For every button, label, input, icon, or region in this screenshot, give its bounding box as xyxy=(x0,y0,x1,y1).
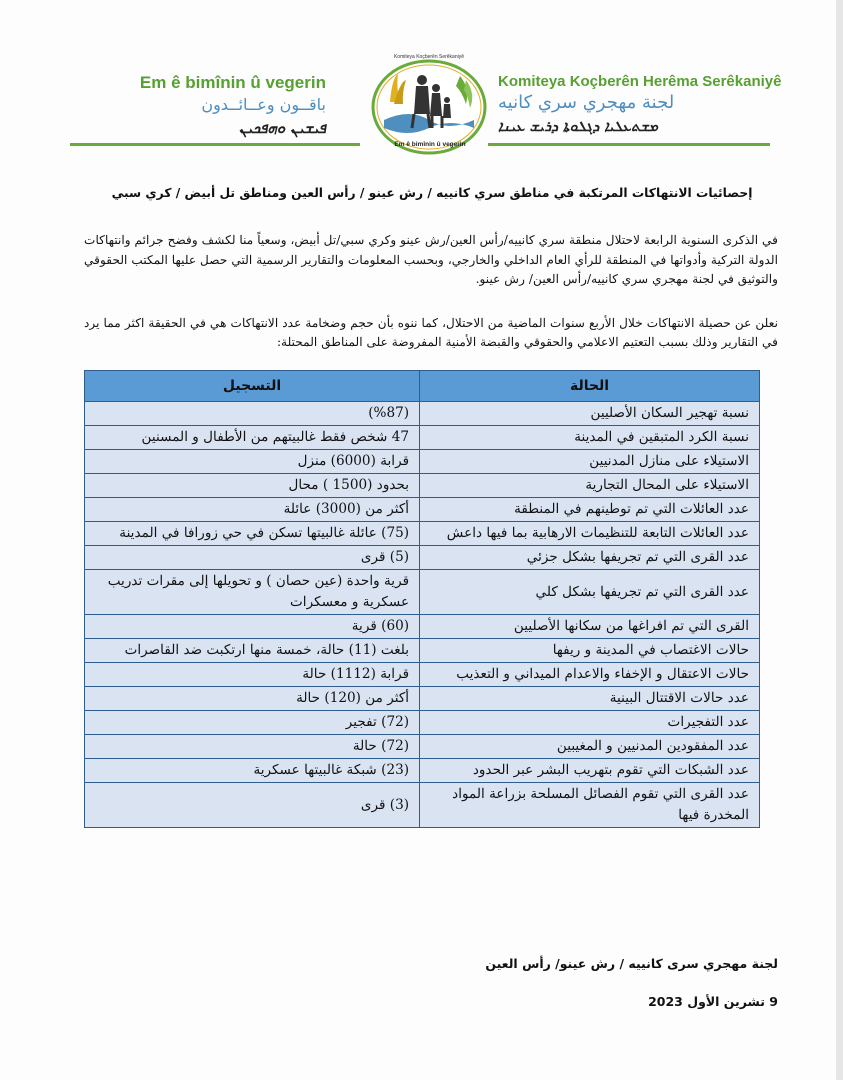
case-cell: عدد حالات الاقتتال البينية xyxy=(420,687,760,711)
intro-paragraph: في الذكرى السنوية الرابعة لاحتلال منطقة سري كانييه/رأس العين/رش عينو وكري سبي/تل أبيض، وسعياً منا لكشف وفضح جرائم وانتهاكات الدولة التركية وأدواتها في المنطقة للرأي العام الداخلي والخارجي، وبحسب المعلومات والتقارير الرسمية التي حصل عليها المكتب الحقوقي والتوثيق في لجنة مهجري سري كانييه/رأس العين/ رش عينو. xyxy=(84,233,778,286)
record-cell: (23) شبكة غالبيتها عسكرية xyxy=(85,759,420,783)
record-cell: (3) قرى xyxy=(85,783,420,828)
record-cell: قرية واحدة (عين حصان ) و تحويلها إلى مقرات تدريب عسكرية و معسكرات xyxy=(85,570,420,615)
table-row xyxy=(85,735,760,759)
table-row xyxy=(85,426,760,450)
record-cell: بلغت (11) حالة، خمسة منها ارتكبت ضد القاصرات xyxy=(85,639,420,663)
record-cell: قرابة (1112) حالة xyxy=(85,663,420,687)
table-row xyxy=(85,639,760,663)
table-row xyxy=(85,450,760,474)
case-cell: عدد المفقودين المدنيين و المغيبين xyxy=(420,735,760,759)
case-cell: عدد القرى التي تقوم الفصائل المسلحة بزراعة المواد المخدرة فيها xyxy=(420,783,760,828)
page-edge-shadow xyxy=(836,0,843,1080)
header-left-syriac: ܦܝܫܝܢ ܘܗܦܟܝܢ xyxy=(238,119,326,137)
column-header-case: الحالة xyxy=(420,371,760,402)
header-divider-right xyxy=(488,143,770,146)
table-row xyxy=(85,687,760,711)
record-cell: (%87) xyxy=(85,402,420,426)
table-row xyxy=(85,498,760,522)
logo-bottom-text: Em ê bimînin û vegerin xyxy=(394,141,466,148)
record-cell: بحدود (1500 ) محال xyxy=(85,474,420,498)
case-cell: عدد العائلات التي تم توطينهم في المنطقة xyxy=(420,498,760,522)
table-row xyxy=(85,402,760,426)
case-cell: عدد القرى التي تم تجريفها بشكل جزئي xyxy=(420,546,760,570)
logo-top-text: Komiteya Koçberên Serêkaniyê xyxy=(393,54,465,60)
table-row xyxy=(85,522,760,546)
case-cell: عدد الشبكات التي تقوم بتهريب البشر عبر الحدود xyxy=(420,759,760,783)
record-cell: (72) تفجير xyxy=(85,711,420,735)
document-title: إحصائيات الانتهاكات المرتكبة في مناطق سري كانييه / رش عينو / رأس العين ومناطق تل أبيض / كري سبي xyxy=(111,186,753,200)
document-date: 9 تشرين الأول 2023 xyxy=(648,994,778,1009)
record-cell: قرابة (6000) منزل xyxy=(85,450,420,474)
record-cell: أكثر من (3000) عائلة xyxy=(85,498,420,522)
header-right-syriac: ܡܫܬܥܠܝܐ ܕܓܠܘܬܐ ܕܪܝܫ ܥܝܢܐ xyxy=(498,119,658,135)
case-cell: حالات الاغتصاب في المدينة و ريفها xyxy=(420,639,760,663)
table-row xyxy=(85,711,760,735)
case-cell: عدد التفجيرات xyxy=(420,711,760,735)
record-cell: 47 شخص فقط غالبيتهم من الأطفال و المسنين xyxy=(85,426,420,450)
record-cell: (5) قرى xyxy=(85,546,420,570)
record-cell: (75) عائلة غالبيتها تسكن في حي زورافا في المدينة xyxy=(85,522,420,546)
case-cell: القرى التي تم افراغها من سكانها الأصليين xyxy=(420,615,760,639)
table-row xyxy=(85,783,760,828)
table-row xyxy=(85,570,760,615)
table-header-row xyxy=(85,371,760,402)
table-row xyxy=(85,546,760,570)
header-left-block xyxy=(116,73,326,137)
violations-table xyxy=(84,370,760,828)
header-left-arabic: باقــون وعــائــدون xyxy=(201,95,326,114)
table-row xyxy=(85,474,760,498)
record-cell: (60) قرية xyxy=(85,615,420,639)
table-row xyxy=(85,615,760,639)
header-right-latin: Komiteya Koçberên Herêma Serêkaniyê xyxy=(498,73,782,90)
case-cell: عدد القرى التي تم تجريفها بشكل كلي xyxy=(420,570,760,615)
case-cell: حالات الاعتقال و الإخفاء والاعدام الميداني و التعذيب xyxy=(420,663,760,687)
case-cell: نسبة تهجير السكان الأصليين xyxy=(420,402,760,426)
case-cell: الاستيلاء على منازل المدنيين xyxy=(420,450,760,474)
header-right-block xyxy=(498,73,783,135)
case-cell: نسبة الكرد المتبقين في المدينة xyxy=(420,426,760,450)
table-body xyxy=(85,402,760,828)
header-divider-left xyxy=(70,143,360,146)
table-row xyxy=(85,759,760,783)
announcement-paragraph: نعلن عن حصيلة الانتهاكات خلال الأربع سنوات الماضية من الاحتلال، كما ننوه بأن حجم وضخامة عدد الانتهاكات هي في الحقيقة اكثر مما يرد في التقارير وذلك بسبب التعتيم الاعلامي والحقوقي والقبضة الأمنية المفروضة على المناطق المحتلة: xyxy=(84,316,778,349)
column-header-record: التسجيل xyxy=(85,371,420,402)
table-row xyxy=(85,663,760,687)
signature-line: لجنة مهجري سرى كانييه / رش عينو/ رأس العين xyxy=(485,956,778,971)
record-cell: أكثر من (120) حالة xyxy=(85,687,420,711)
record-cell: (72) حالة xyxy=(85,735,420,759)
case-cell: عدد العائلات التابعة للتنظيمات الارهابية بما فيها داعش xyxy=(420,522,760,546)
header-right-arabic: لجنة مهجري سري كانيه xyxy=(498,92,675,113)
case-cell: الاستيلاء على المحال التجارية xyxy=(420,474,760,498)
header-left-latin: Em ê bimînin û vegerin xyxy=(139,73,326,92)
